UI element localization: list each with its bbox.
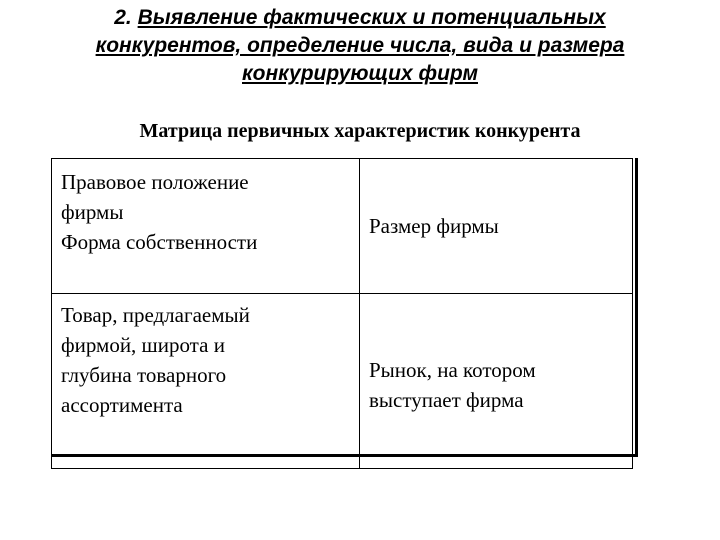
- matrix-subtitle: Матрица первичных характеристик конкурента: [139, 120, 581, 142]
- competitor-characteristics-matrix: [51, 158, 638, 457]
- cell-text-line: Товар, предлагаемый: [61, 303, 250, 327]
- matrix-cell-legal-status: [52, 159, 360, 294]
- title-line-2: конкурентов, определение числа, вида и размера: [95, 34, 625, 57]
- matrix-row: [52, 294, 633, 469]
- matrix-table: [51, 158, 633, 469]
- title-line-3: конкурирующих фирм: [242, 62, 478, 85]
- matrix-cell-company-size: [360, 159, 633, 294]
- matrix-row: [52, 159, 633, 294]
- cell-text-line: Размер фирмы: [369, 214, 499, 238]
- cell-text-line: выступает фирма: [369, 388, 524, 412]
- cell-text-line: Рынок, на котором: [369, 358, 536, 382]
- cell-text-line: фирмы: [61, 200, 124, 224]
- matrix-cell-product: [52, 294, 360, 469]
- cell-text-line: глубина товарного: [61, 363, 227, 387]
- title-line-1: Выявление фактических и потенциальных: [137, 6, 606, 29]
- slide-title: [20, 4, 700, 88]
- title-number: 2.: [114, 6, 132, 29]
- cell-text-line: фирмой, широта и: [61, 333, 225, 357]
- cell-text-line: ассортимента: [61, 393, 183, 417]
- cell-text-line: Правовое положение: [61, 170, 249, 194]
- matrix-cell-market: [360, 294, 633, 469]
- cell-text-line: Форма собственности: [61, 230, 258, 254]
